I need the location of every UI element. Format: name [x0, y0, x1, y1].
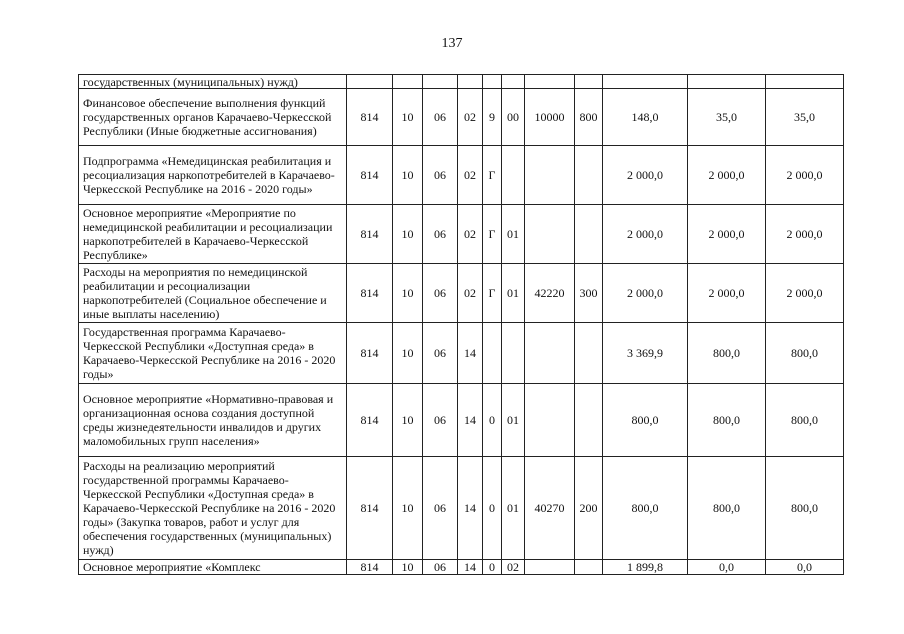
cell-amount-1: 2 000,0 — [603, 264, 688, 323]
cell-amount-3: 0,0 — [766, 560, 844, 575]
cell-event: 01 — [502, 384, 525, 457]
cell-event: 02 — [502, 560, 525, 575]
budget-table — [78, 74, 844, 575]
cell-ministry — [347, 75, 393, 89]
cell-event: 01 — [502, 264, 525, 323]
cell-subprogram: 0 — [483, 457, 502, 560]
cell-direction — [525, 384, 575, 457]
cell-amount-2: 800,0 — [688, 323, 766, 384]
cell-amount-3: 35,0 — [766, 89, 844, 146]
cell-amount-3: 800,0 — [766, 323, 844, 384]
cell-subsection: 06 — [423, 384, 458, 457]
cell-expense-type — [575, 323, 603, 384]
cell-direction: 40270 — [525, 457, 575, 560]
cell-subsection: 06 — [423, 560, 458, 575]
table-row — [79, 560, 844, 575]
cell-amount-2: 800,0 — [688, 457, 766, 560]
cell-subsection — [423, 75, 458, 89]
cell-program: 14 — [458, 560, 483, 575]
cell-amount-1: 148,0 — [603, 89, 688, 146]
row-name: Расходы на мероприятия по немедицинской реабилитации и ресоциализации наркопотребителей (Социальное обеспечение и иные выплаты населению) — [79, 264, 347, 323]
cell-ministry: 814 — [347, 89, 393, 146]
cell-amount-3: 2 000,0 — [766, 205, 844, 264]
cell-subprogram: Г — [483, 205, 502, 264]
row-name: Расходы на реализацию мероприятий государственной программы Карачаево-Черкесской Республики «Доступная среда» в Карачаево-Черкесской Республике на 2016 - 2020 годы» (Закупка товаров, работ и услуг для обеспечения государственных (муниципальных) нужд) — [79, 457, 347, 560]
cell-direction: 42220 — [525, 264, 575, 323]
cell-amount-1: 1 899,8 — [603, 560, 688, 575]
cell-section: 10 — [393, 560, 423, 575]
cell-ministry: 814 — [347, 323, 393, 384]
cell-direction — [525, 323, 575, 384]
cell-expense-type: 300 — [575, 264, 603, 323]
cell-expense-type — [575, 560, 603, 575]
cell-amount-2 — [688, 75, 766, 89]
cell-subprogram: Г — [483, 264, 502, 323]
cell-program: 02 — [458, 89, 483, 146]
table-row — [79, 146, 844, 205]
cell-subprogram: 0 — [483, 384, 502, 457]
cell-program: 14 — [458, 384, 483, 457]
cell-amount-3 — [766, 75, 844, 89]
cell-event — [502, 75, 525, 89]
cell-amount-3: 800,0 — [766, 457, 844, 560]
cell-section: 10 — [393, 89, 423, 146]
cell-event — [502, 146, 525, 205]
cell-ministry: 814 — [347, 384, 393, 457]
cell-direction — [525, 205, 575, 264]
cell-ministry: 814 — [347, 205, 393, 264]
cell-expense-type: 200 — [575, 457, 603, 560]
cell-ministry: 814 — [347, 560, 393, 575]
cell-event: 01 — [502, 205, 525, 264]
table-row — [79, 384, 844, 457]
cell-amount-2: 2 000,0 — [688, 264, 766, 323]
table-row — [79, 264, 844, 323]
cell-subsection: 06 — [423, 323, 458, 384]
row-name: государственных (муниципальных) нужд) — [79, 75, 347, 89]
cell-expense-type — [575, 384, 603, 457]
table-row — [79, 75, 844, 89]
cell-direction: 10000 — [525, 89, 575, 146]
cell-direction — [525, 75, 575, 89]
cell-subprogram — [483, 323, 502, 384]
cell-section: 10 — [393, 146, 423, 205]
cell-program: 02 — [458, 146, 483, 205]
cell-amount-1: 800,0 — [603, 457, 688, 560]
cell-direction — [525, 560, 575, 575]
cell-amount-2: 0,0 — [688, 560, 766, 575]
cell-amount-1: 3 369,9 — [603, 323, 688, 384]
cell-expense-type — [575, 75, 603, 89]
cell-section: 10 — [393, 264, 423, 323]
page-number: 137 — [441, 36, 463, 51]
cell-amount-2: 800,0 — [688, 384, 766, 457]
row-name: Основное мероприятие «Нормативно-правовая и организационная основа создания доступной среды жизнедеятельности инвалидов и других маломобильных групп населения» — [79, 384, 347, 457]
cell-section — [393, 75, 423, 89]
cell-amount-3: 800,0 — [766, 384, 844, 457]
cell-amount-1 — [603, 75, 688, 89]
cell-event: 01 — [502, 457, 525, 560]
cell-section: 10 — [393, 323, 423, 384]
cell-section: 10 — [393, 457, 423, 560]
cell-amount-1: 2 000,0 — [603, 146, 688, 205]
row-name: Основное мероприятие «Мероприятие по немедицинской реабилитации и ресоциализации наркопотребителей в Карачаево-Черкесской Республике» — [79, 205, 347, 264]
cell-subsection: 06 — [423, 89, 458, 146]
row-name: Основное мероприятие «Комплекс — [79, 560, 347, 575]
row-name: Подпрограмма «Немедицинская реабилитация и ресоциализация наркопотребителей в Карачаево-Черкесской Республике на 2016 - 2020 годы» — [79, 146, 347, 205]
cell-subprogram: Г — [483, 146, 502, 205]
cell-amount-1: 2 000,0 — [603, 205, 688, 264]
cell-ministry: 814 — [347, 264, 393, 323]
cell-program: 14 — [458, 323, 483, 384]
cell-expense-type — [575, 146, 603, 205]
cell-expense-type: 800 — [575, 89, 603, 146]
cell-subprogram — [483, 75, 502, 89]
cell-subsection: 06 — [423, 205, 458, 264]
row-name: Финансовое обеспечение выполнения функций государственных органов Карачаево-Черкесской Республики (Иные бюджетные ассигнования) — [79, 89, 347, 146]
cell-subprogram: 9 — [483, 89, 502, 146]
table-row — [79, 89, 844, 146]
cell-direction — [525, 146, 575, 205]
cell-amount-1: 800,0 — [603, 384, 688, 457]
cell-amount-2: 2 000,0 — [688, 205, 766, 264]
cell-amount-2: 35,0 — [688, 89, 766, 146]
cell-program — [458, 75, 483, 89]
cell-subsection: 06 — [423, 146, 458, 205]
cell-subprogram: 0 — [483, 560, 502, 575]
cell-subsection: 06 — [423, 457, 458, 560]
cell-section: 10 — [393, 384, 423, 457]
row-name: Государственная программа Карачаево-Черкесской Республики «Доступная среда» в Карачаево-Черкесской Республике на 2016 - 2020 годы» — [79, 323, 347, 384]
cell-subsection: 06 — [423, 264, 458, 323]
cell-amount-2: 2 000,0 — [688, 146, 766, 205]
cell-event: 00 — [502, 89, 525, 146]
cell-section: 10 — [393, 205, 423, 264]
cell-ministry: 814 — [347, 457, 393, 560]
table-row — [79, 205, 844, 264]
cell-program: 02 — [458, 205, 483, 264]
cell-amount-3: 2 000,0 — [766, 146, 844, 205]
cell-program: 02 — [458, 264, 483, 323]
cell-amount-3: 2 000,0 — [766, 264, 844, 323]
table-row — [79, 457, 844, 560]
cell-event — [502, 323, 525, 384]
cell-expense-type — [575, 205, 603, 264]
cell-program: 14 — [458, 457, 483, 560]
table-row — [79, 323, 844, 384]
cell-ministry: 814 — [347, 146, 393, 205]
